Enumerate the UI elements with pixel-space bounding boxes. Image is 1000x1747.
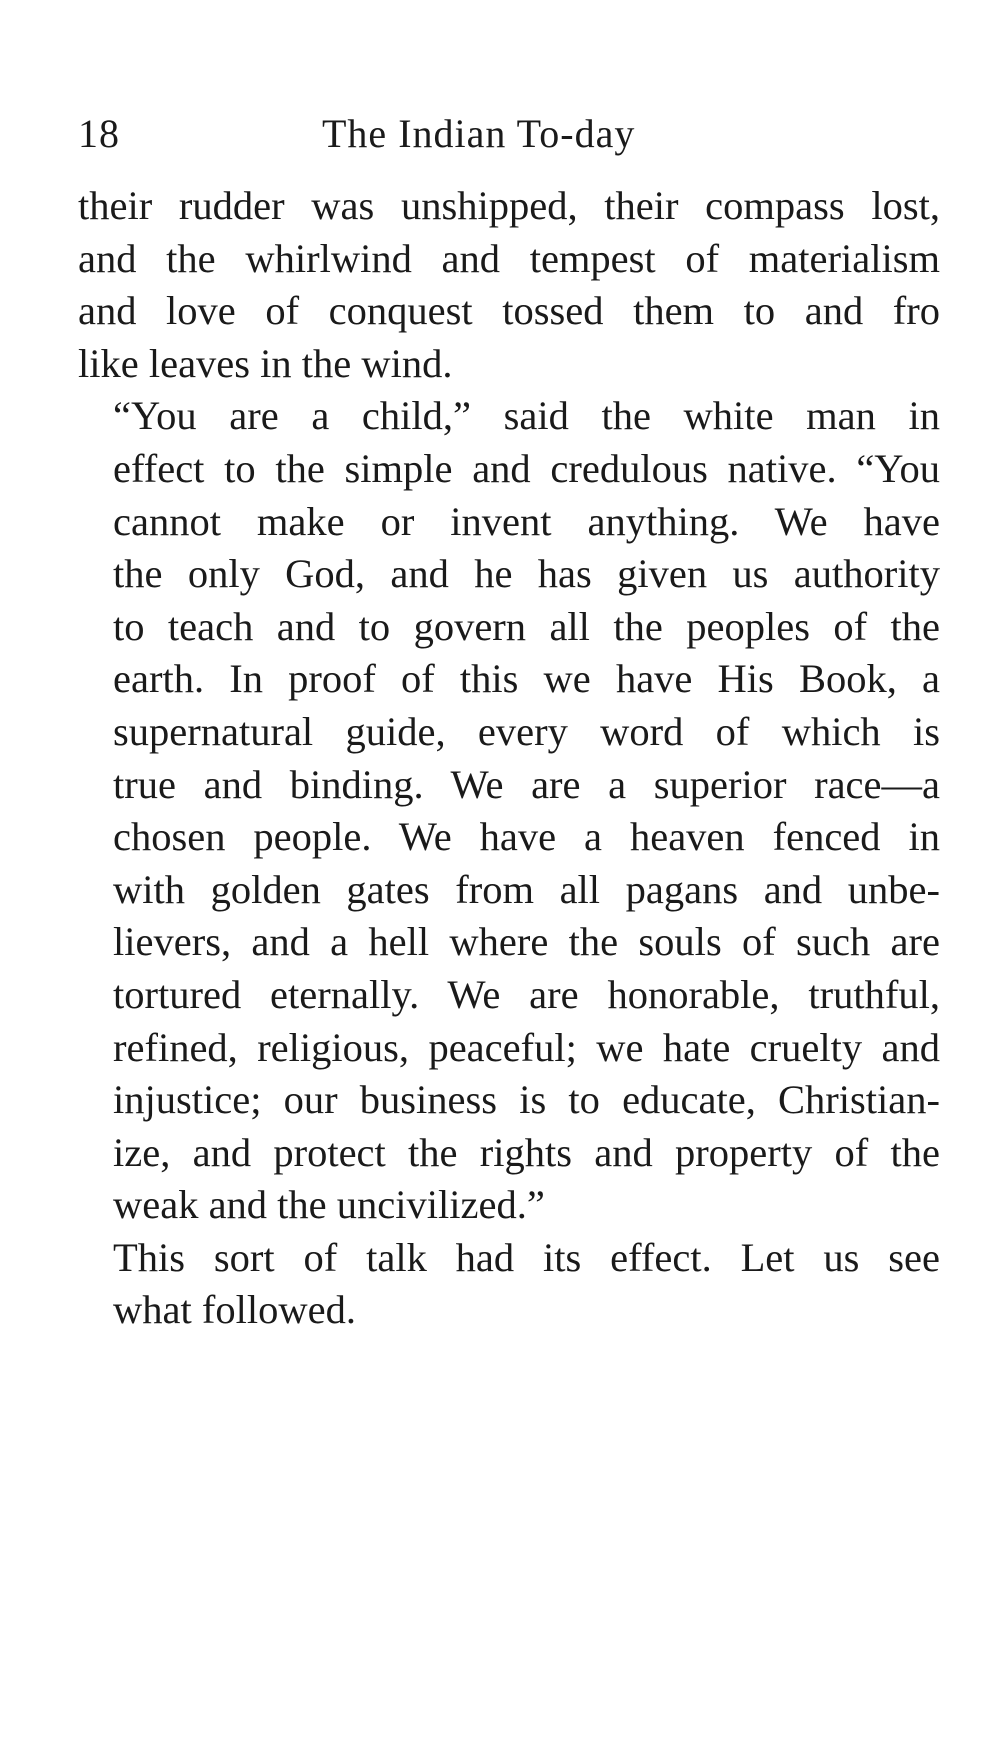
text-line: chosen people. We have a heaven fenced in [113, 814, 940, 860]
text-line: earth. In proof of this we have His Book, a [113, 656, 940, 702]
text-line: injustice; our business is to educate, Christian- [113, 1077, 940, 1123]
paragraph [78, 1232, 940, 1337]
text-line: effect to the simple and credulous native. “You [113, 445, 940, 491]
text-line: true and binding. We are a superior race—a [113, 761, 940, 807]
text-line: to teach and to govern all the peoples of the [113, 603, 940, 649]
text-line: weak and the uncivilized.” [113, 1182, 545, 1228]
text-line: This sort of talk had its effect. Let us see [113, 1234, 940, 1280]
text-line: ize, and protect the rights and property of the [113, 1129, 940, 1175]
text-line: with golden gates from all pagans and unbe- [113, 866, 940, 912]
text-line: what followed. [113, 1287, 356, 1333]
running-title: The Indian To-day [322, 111, 636, 156]
running-header [78, 108, 940, 160]
page-number: 18 [78, 111, 120, 156]
text-line: and love of conquest tossed them to and fro [78, 288, 940, 334]
text-line: and the whirlwind and tempest of materialism [78, 235, 940, 281]
text-line: cannot make or invent anything. We have [113, 498, 940, 544]
text-line: “You are a child,” said the white man in [113, 393, 940, 439]
text-line: their rudder was unshipped, their compass lost, [78, 183, 940, 228]
body-text [78, 180, 940, 1337]
text-line: lievers, and a hell where the souls of such are [113, 919, 940, 965]
text-line: refined, religious, peaceful; we hate cruelty and [113, 1024, 940, 1070]
paragraph [78, 390, 940, 1232]
text-line: like leaves in the wind. [78, 340, 453, 386]
text-line: tortured eternally. We are honorable, truthful, [113, 971, 940, 1017]
text-line: the only God, and he has given us authority [113, 551, 940, 597]
text-line: supernatural guide, every word of which is [113, 708, 940, 754]
paragraph [78, 180, 940, 390]
